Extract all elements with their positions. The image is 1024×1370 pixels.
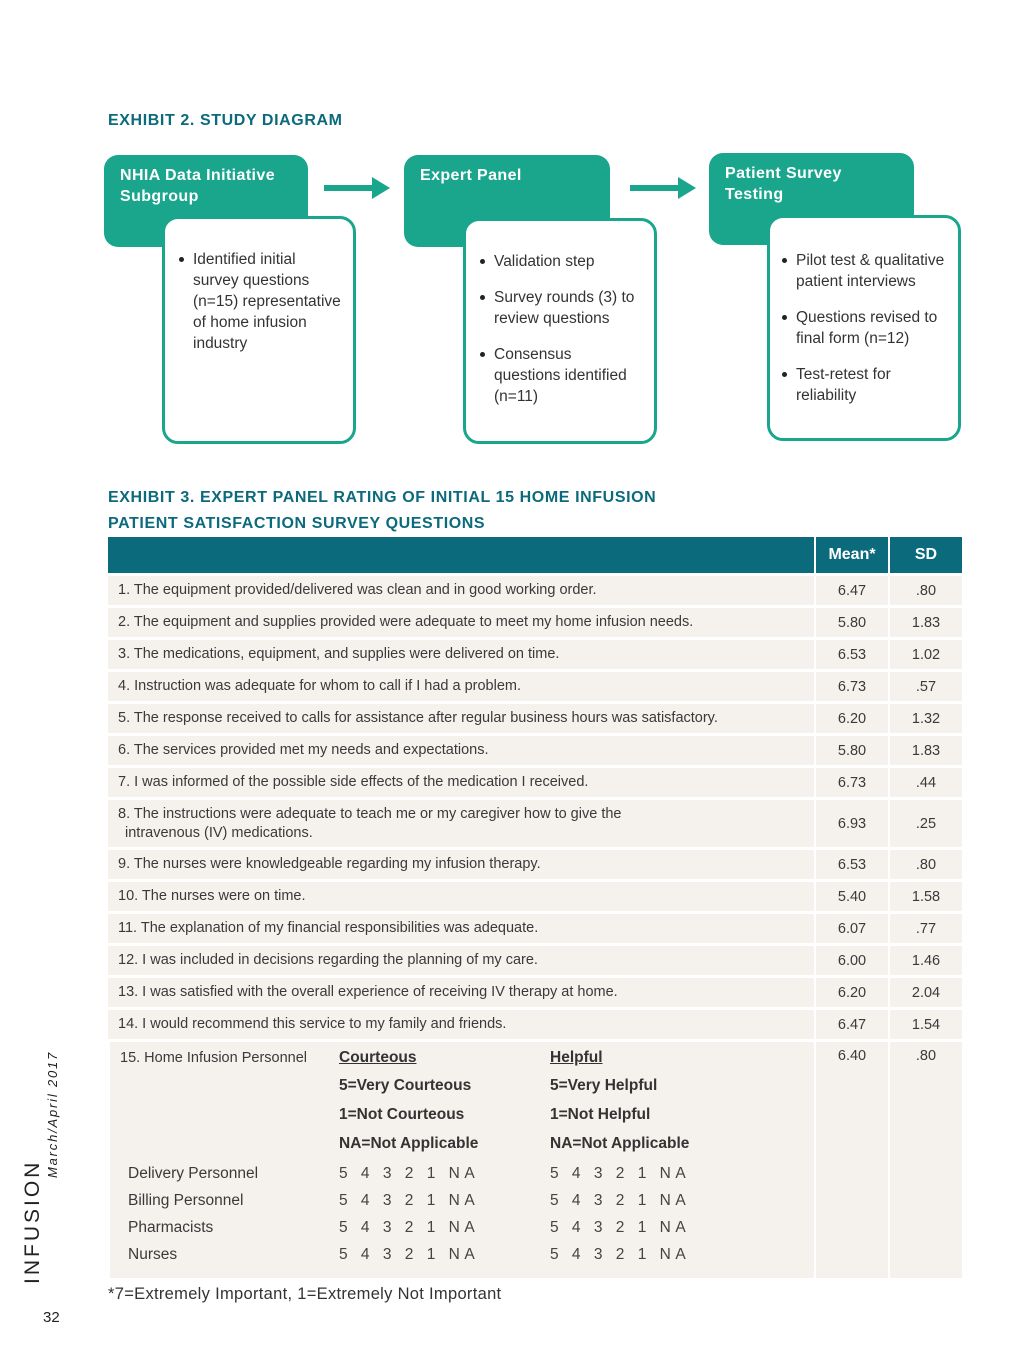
magazine-logo: INFUSION <box>21 1159 44 1284</box>
question-header <box>108 537 814 573</box>
sd-cell: 1.46 <box>888 943 962 975</box>
box-3-bullet-1: Pilot test & qualitative patient interviews <box>780 250 950 292</box>
item-15-cell <box>108 1039 814 1278</box>
box-2-bullet-1: Validation step <box>478 251 642 272</box>
mean-cell: 6.73 <box>814 669 888 701</box>
helpful-scale-low: 1=Not Helpful <box>550 1106 651 1123</box>
mean-cell: 6.47 <box>814 573 888 605</box>
table-row <box>108 669 962 701</box>
sd-cell: .77 <box>888 911 962 943</box>
personnel-pharmacists: Pharmacists <box>128 1219 214 1236</box>
mean-cell: 6.93 <box>814 797 888 847</box>
question-cell: 10. The nurses were on time. <box>108 879 814 911</box>
sd-cell: 2.04 <box>888 975 962 1007</box>
mean-cell: 5.80 <box>814 733 888 765</box>
box-1-bullet-1: Identified initial survey questions (n=15) representative of home infusion industry <box>177 249 341 354</box>
mean-cell: 6.20 <box>814 975 888 1007</box>
sd-cell: 1.83 <box>888 733 962 765</box>
box-2-bullet-2: Survey rounds (3) to review questions <box>478 287 642 329</box>
exhibit-2-title: EXHIBIT 2. STUDY DIAGRAM <box>108 112 343 129</box>
mean-cell: 5.80 <box>814 605 888 637</box>
table-row <box>108 765 962 797</box>
question-cell: 14. I would recommend this service to my family and friends. <box>108 1007 814 1039</box>
question-cell: 4. Instruction was adequate for whom to call if I had a problem. <box>108 669 814 701</box>
box-3-header-line-1: Patient Survey <box>725 165 842 182</box>
diagram-box-3-body <box>767 215 961 441</box>
sd-header: SD <box>888 537 962 573</box>
helpful-rating-scale: 5 4 3 2 1 NA <box>550 1246 691 1263</box>
arrow-right-icon <box>324 177 390 199</box>
helpful-heading: Helpful <box>550 1049 603 1066</box>
question-cell: 9. The nurses were knowledgeable regarding my infusion therapy. <box>108 847 814 879</box>
mean-cell: 6.07 <box>814 911 888 943</box>
table-row <box>108 943 962 975</box>
item-15-label: 15. Home Infusion Personnel <box>120 1050 307 1066</box>
exhibit-3-title <box>108 485 656 537</box>
helpful-scale-na: NA=Not Applicable <box>550 1135 690 1152</box>
table-row <box>108 637 962 669</box>
sd-cell: 1.58 <box>888 879 962 911</box>
box-3-header-line-2: Testing <box>725 186 784 203</box>
sd-cell: 1.02 <box>888 637 962 669</box>
question-cell: 8. The instructions were adequate to teach me or my caregiver how to give the intravenous (IV) medications. <box>108 797 814 847</box>
table-row <box>108 605 962 637</box>
exhibit-3-title-line-2: PATIENT SATISFACTION SURVEY QUESTIONS <box>108 515 486 532</box>
sd-cell: 1.83 <box>888 605 962 637</box>
mean-cell: 6.20 <box>814 701 888 733</box>
sd-cell: 1.32 <box>888 701 962 733</box>
arrow-right-icon <box>630 177 696 199</box>
courteous-scale-na: NA=Not Applicable <box>339 1135 479 1152</box>
courteous-rating-scale: 5 4 3 2 1 NA <box>339 1192 480 1209</box>
helpful-rating-scale: 5 4 3 2 1 NA <box>550 1192 691 1209</box>
sd-cell: .25 <box>888 797 962 847</box>
exhibit-3-title-line-1: EXHIBIT 3. EXPERT PANEL RATING OF INITIAL 15 HOME INFUSION <box>108 489 657 506</box>
question-cell: 12. I was included in decisions regarding the planning of my care. <box>108 943 814 975</box>
table-row <box>108 911 962 943</box>
box-2-header-line-1: Expert Panel <box>420 167 522 184</box>
table-row <box>108 1007 962 1039</box>
mean-cell: 6.40 <box>814 1039 888 1278</box>
box-3-bullet-3: Test-retest for reliability <box>780 364 950 406</box>
question-cell: 3. The medications, equipment, and supplies were delivered on time. <box>108 637 814 669</box>
table-row <box>108 879 962 911</box>
sd-cell: .44 <box>888 765 962 797</box>
page-number: 32 <box>43 1309 60 1326</box>
helpful-rating-scale: 5 4 3 2 1 NA <box>550 1165 691 1182</box>
table-row <box>108 733 962 765</box>
mean-cell: 6.73 <box>814 765 888 797</box>
table-row <box>108 701 962 733</box>
table-row-item-15 <box>108 1039 962 1278</box>
question-cell: 2. The equipment and supplies provided were adequate to meet my home infusion needs. <box>108 605 814 637</box>
mean-cell: 6.53 <box>814 847 888 879</box>
mean-cell: 6.53 <box>814 637 888 669</box>
sd-cell: .80 <box>888 847 962 879</box>
mean-header: Mean* <box>814 537 888 573</box>
sd-cell: .80 <box>888 573 962 605</box>
courteous-scale-high: 5=Very Courteous <box>339 1077 472 1094</box>
mean-cell: 6.00 <box>814 943 888 975</box>
question-cell: 13. I was satisfied with the overall experience of receiving IV therapy at home. <box>108 975 814 1007</box>
table-row <box>108 975 962 1007</box>
box-1-header-line-1: NHIA Data Initiative <box>120 167 275 184</box>
question-cell: 5. The response received to calls for assistance after regular business hours was satisfactory. <box>108 701 814 733</box>
courteous-heading: Courteous <box>339 1049 417 1066</box>
helpful-scale-high: 5=Very Helpful <box>550 1077 658 1094</box>
personnel-nurses: Nurses <box>128 1246 178 1263</box>
table-footnote: *7=Extremely Important, 1=Extremely Not Important <box>108 1285 502 1303</box>
sd-cell: .80 <box>888 1039 962 1278</box>
courteous-rating-scale: 5 4 3 2 1 NA <box>339 1165 480 1182</box>
issue-date: March/April 2017 <box>45 1050 60 1178</box>
box-3-bullet-2: Questions revised to final form (n=12) <box>780 307 950 349</box>
sd-cell: 1.54 <box>888 1007 962 1039</box>
box-2-bullet-3: Consensus questions identified (n=11) <box>478 344 642 407</box>
mean-cell: 6.47 <box>814 1007 888 1039</box>
question-cell: 1. The equipment provided/delivered was clean and in good working order. <box>108 573 814 605</box>
question-cell: 11. The explanation of my financial responsibilities was adequate. <box>108 911 814 943</box>
sd-cell: .57 <box>888 669 962 701</box>
courteous-scale-low: 1=Not Courteous <box>339 1106 465 1123</box>
personnel-billing: Billing Personnel <box>128 1192 244 1209</box>
ratings-table <box>108 537 962 1278</box>
diagram-box-1-body <box>162 216 356 444</box>
table-row <box>108 573 962 605</box>
personnel-delivery: Delivery Personnel <box>128 1165 259 1182</box>
question-cell: 6. The services provided met my needs and expectations. <box>108 733 814 765</box>
table-row <box>108 797 962 847</box>
box-1-header-line-2: Subgroup <box>120 188 199 205</box>
mean-cell: 5.40 <box>814 879 888 911</box>
table-row <box>108 847 962 879</box>
question-cell: 7. I was informed of the possible side effects of the medication I received. <box>108 765 814 797</box>
courteous-rating-scale: 5 4 3 2 1 NA <box>339 1219 480 1236</box>
helpful-rating-scale: 5 4 3 2 1 NA <box>550 1219 691 1236</box>
diagram-box-2-body <box>463 218 657 444</box>
table-header-row <box>108 537 962 573</box>
courteous-rating-scale: 5 4 3 2 1 NA <box>339 1246 480 1263</box>
